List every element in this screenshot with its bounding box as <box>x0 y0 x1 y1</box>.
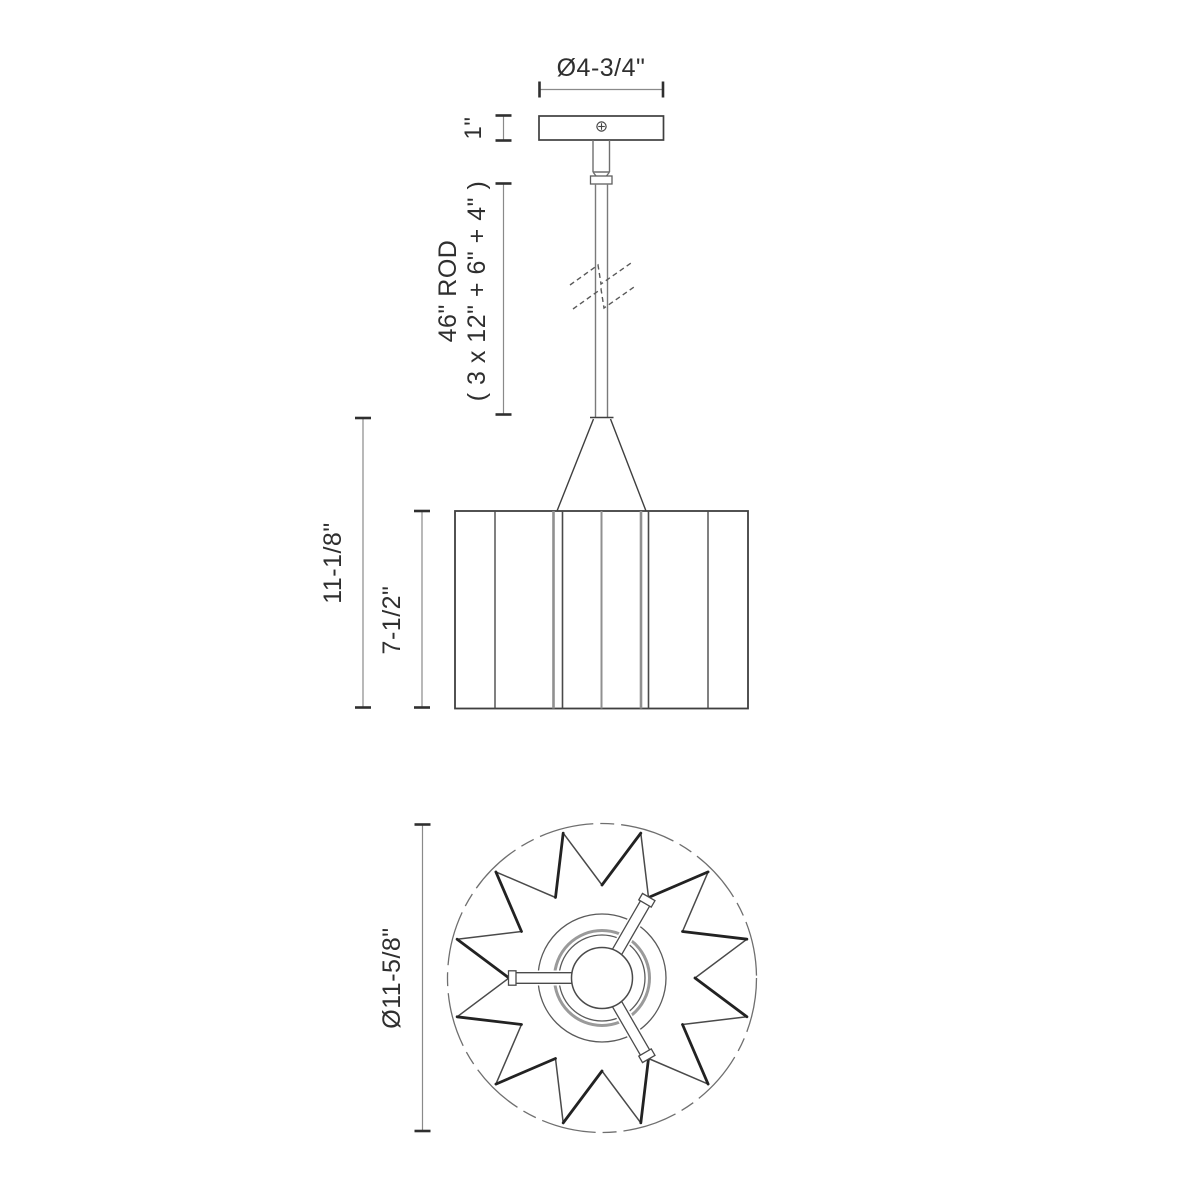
shade-diameter-label: Ø11-5/8" <box>378 927 406 1029</box>
overall-height-dimension <box>319 418 371 708</box>
spider-cone <box>557 418 646 512</box>
rod <box>596 184 608 417</box>
hub-center-circle <box>572 948 633 1009</box>
rod-length-dimension <box>434 181 512 415</box>
shade-diameter-dimension <box>378 825 431 1132</box>
canopy-height-dimension <box>460 116 512 141</box>
rod-break-symbol <box>570 263 634 309</box>
shade-height-dimension <box>378 511 430 708</box>
canopy <box>539 116 664 140</box>
drum-shade-front <box>455 511 748 709</box>
arm-end-cap <box>509 971 517 985</box>
overall-drop-label: 11-1/8" <box>319 522 347 604</box>
rod-coupler <box>591 176 613 184</box>
front-view <box>319 54 748 709</box>
rod-length-label-line1: 46" ROD <box>434 239 462 343</box>
shade-height-label: 7-1/2" <box>378 585 406 655</box>
screw-icon <box>597 122 606 131</box>
canopy-diameter-dimension <box>540 54 664 98</box>
rod-length-label-line2: ( 3 x 12" + 6" + 4" ) <box>463 180 491 402</box>
stem <box>591 140 613 184</box>
spider-arm <box>509 971 575 986</box>
canopy-diameter-label: Ø4-3/4" <box>556 54 646 82</box>
canopy-height-label: 1" <box>460 116 487 140</box>
bottom-view <box>378 824 757 1133</box>
